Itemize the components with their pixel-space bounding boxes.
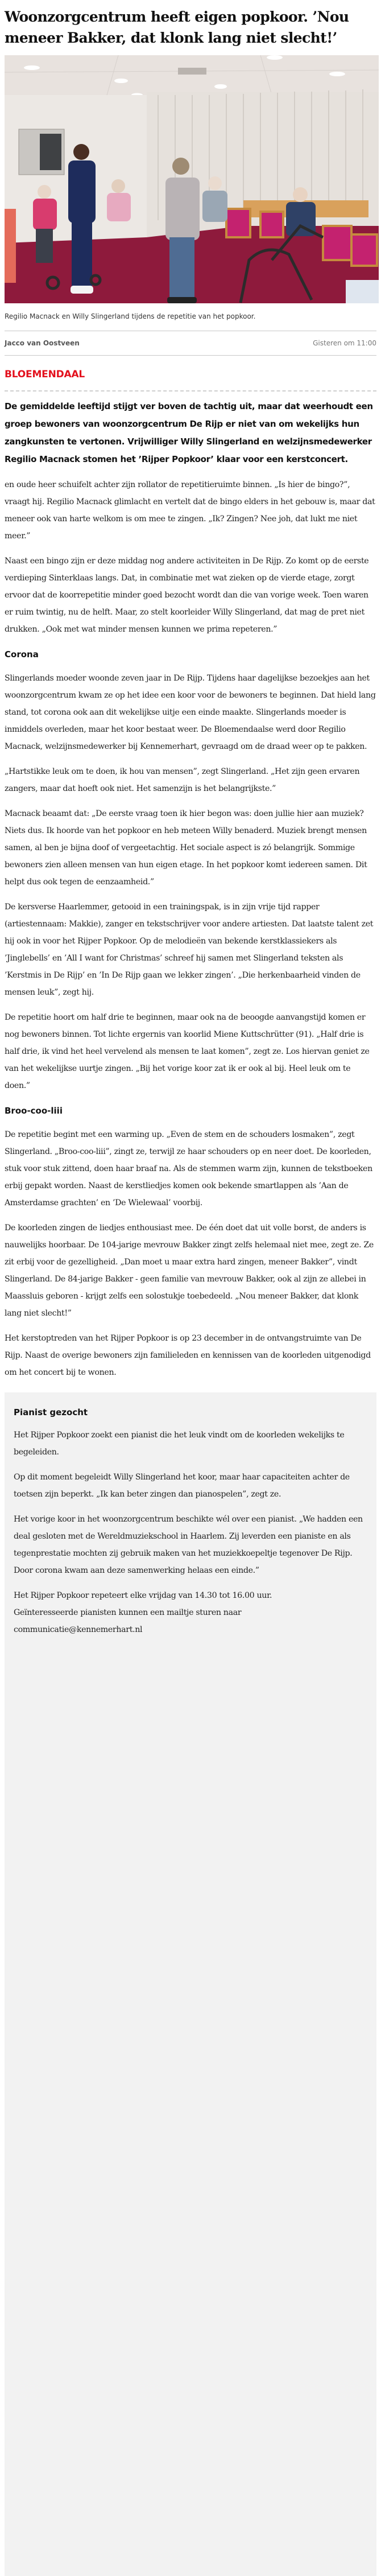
info-box-paragraph: Op dit moment begeleidt Willy Slingerland het koor, maar haar capaciteiten achter de toetsen zijn beperkt. „Ik kan beter zingen dan pianospelen”, zegt ze. bbox=[14, 1473, 350, 1499]
body-paragraph: Macnack beaamt dat: „De eerste vraag toen ik hier begon was: doen jullie hier aan muziek? Niets dus. Ik hoorde van het popkoor en heb meteen Willy benaderd. Muziek brengt mensen samen, al ben je bijna doof of vergeetachtig. Het sociale aspect is zó belangrijk. Sommige bewoners zien alleen mensen van hun eigen etage. In het popkoor komt iedereen samen. Dit helpt dus ook tegen de eenzaamheid.” bbox=[5, 809, 367, 887]
body-paragraph: „Hartstikke leuk om te doen, ik hou van mensen”, zegt Slingerland. „Het zijn geen ervaren zangers, maar dat hoeft ook niet. Het samenzijn is het belangrijkste.” bbox=[5, 767, 360, 793]
photo-caption: Regilio Macnack en Willy Slingerland tijdens de repetitie van het popkoor. bbox=[5, 312, 256, 320]
article-lead: De gemiddelde leeftijd stijgt ver boven de tachtig uit, maar dat weerhoudt een groep bewoners van woonzorgcentrum De Rijp er niet van om wekelijks hun zangkunsten te vertonen. Vrijwilliger Willy Slingerland en welzijnsmedewerker Regilio Macnack stomen het ’Rijper Popkoor’ klaar voor een kerstconcert. bbox=[5, 401, 373, 464]
body-paragraph: Naast een bingo zijn er deze middag nog andere activiteiten in De Rijp. Zo komt op de eerste verdieping Sinterklaas langs. Dat, in combinatie met wat zieken op de vierde etage, zorgt ervoor dat de koorrepetitie minder goed bezocht wordt dan die van vorige week. Toen waren er ruim twintig, nu de helft. Maar, zo stelt koorleider Willy Slingerland, dat mag de pret niet drukken. „Ook met wat minder mensen kunnen we prima repeteren.” bbox=[5, 557, 369, 634]
contact-email[interactable]: communicatie@kennemerhart.nl bbox=[14, 1625, 143, 1634]
info-box-contact-paragraph bbox=[14, 1587, 367, 1638]
body-paragraph: De koorleden zingen de liedjes enthousiast mee. De één doet dat uit volle borst, de anders is nauwelijks hoorbaar. De 104-jarige mevrouw Bakker zingt zelfs helemaal niet mee, zegt ze. Ze zit erbij voor de gezelligheid. „Dan moet u maar extra hard zingen, meneer Bakker”, vindt Slingerland. De 84-jarige Bakker - geen familie van mevrouw Bakker, ook al zijn ze allebei in Maassluis geboren - krijgt zelfs een solostukje toebedeeld. „Nou meneer Bakker, dat klonk lang niet slecht!” bbox=[5, 1223, 374, 1318]
body-paragraph: en oude heer schuifelt achter zijn rollator de repetitieruimte binnen. „Is hier de bingo?”, vraagt hij. Regilio Macnack glimlacht en vertelt dat de bingo elders in het gebouw is, maar dat meneer ook van harte welkom is om mee te zingen. „Ik? Zingen? Nee joh, dat lukt me niet meer.” bbox=[5, 480, 375, 541]
info-box-pianist bbox=[5, 1392, 376, 2576]
article-body bbox=[5, 476, 376, 1381]
divider bbox=[5, 355, 376, 356]
article-title: Woonzorgcentrum heeft eigen popkoor. ’Nou meneer Bakker, dat klonk lang niet slecht!’ bbox=[5, 9, 349, 46]
author-name[interactable]: Jacco van Oostveen bbox=[5, 339, 80, 347]
dashed-divider bbox=[5, 390, 376, 391]
body-paragraph: De repetitie hoort om half drie te beginnen, maar ook na de beoogde aanvangstijd komen er nog bewoners binnen. Tot lichte ergernis van koorlid Miene Kuttschrütter (91). „Half drie is half drie, ik vind het heel vervelend als mensen te laat komen”, zegt ze. Los hiervan geniet ze van het wekelijkse uurtje zingen. „Bij het vorige koor zat ik er ook al bij. Heel leuk om te doen.” bbox=[5, 1013, 370, 1090]
location-label: BLOEMENDAAL bbox=[5, 369, 85, 380]
choir-rehearsal-photo-icon bbox=[5, 55, 379, 303]
article-photo[interactable] bbox=[5, 55, 379, 303]
interested-pianists-line: Geïnteresseerde pianisten kunnen een mailtje sturen naar bbox=[14, 1608, 242, 1617]
info-box-paragraph: Het vorige koor in het woonzorgcentrum beschikte wél over een pianist. „We hadden een deal gesloten met de Wereldmuziekschool in Haarlem. Zij leverden een pianiste en als tegenprestatie mochten zij gebruik maken van het muziekkoepeltje tegenover De Rijp. Door corona kwam aan deze samenwerking helaas een einde.” bbox=[14, 1515, 363, 1575]
info-box-heading: Pianist gezocht bbox=[14, 1407, 88, 1417]
rehearsal-time-line: Het Rijper Popkoor repeteert elke vrijdag van 14.30 tot 16.00 uur. bbox=[14, 1591, 272, 1600]
info-box-paragraph: Het Rijper Popkoor zoekt een pianist die het leuk vindt om de koorleden wekelijks te begeleiden. bbox=[14, 1431, 345, 1457]
section-heading: Corona bbox=[5, 649, 39, 660]
body-paragraph: De repetitie begint met een warming up. „Even de stem en de schouders losmaken”, zegt Slingerland. „Broo-coo-liii”, zingt ze, terwijl ze haar schouders op en neer doet. De koorleden, stuk voor stuk zittend, doen haar braaf na. Als de stemmen warm zijn, kunnen de tekstboeken erbij gepakt worden. Naast de kerstliedjes komen ook bekende smartlappen als ’Aan de Amsterdamse grachten’ en ’De Wielewaal’ voorbij. bbox=[5, 1130, 372, 1207]
body-paragraph: Het kerstoptreden van het Rijper Popkoor is op 23 december in de ontvangstruimte van De Rijp. Naast de overige bewoners zijn familieleden en kennissen van de koorleden uitgenodigd om het concert bij te wonen. bbox=[5, 1334, 371, 1377]
byline bbox=[5, 331, 376, 355]
body-paragraph: Slingerlands moeder woonde zeven jaar in De Rijp. Tijdens haar dagelijkse bezoekjes aan het woonzorgcentrum kwam ze op het idee een koor voor de bewoners te beginnen. Dat hield lang stand, tot corona ook aan dit wekelijkse uitje een einde maakte. Slingerlands moeder is inmiddels overleden, maar het koor bestaat weer. De Bloemendaalse werd door Regilio Macnack, welzijnsmedewerker bij Kennemerhart, gevraagd om de draad weer op te pakken. bbox=[5, 674, 376, 751]
body-paragraph: De kersverse Haarlemmer, getooid in een trainingspak, is in zijn vrije tijd rapper (artiestennaam: Makkie), zanger en tekstschrijver voor andere artiesten. Dat laatste talent zet hij ook in voor het Rijper Popkoor. Op de melodieën van bekende kerstklassiekers als ’Jinglebells’ en ’All I want for Christmas’ schreef hij samen met Slingerland teksten als ’Kerstmis in De Rijp’ en ’In De Rijp gaan we lekker zingen’. „Die herkenbaarheid vinden de mensen leuk”, zegt hij. bbox=[5, 902, 374, 997]
publish-time: Gisteren om 11:00 bbox=[313, 339, 376, 347]
section-heading: Broo-coo-liii bbox=[5, 1106, 63, 1116]
